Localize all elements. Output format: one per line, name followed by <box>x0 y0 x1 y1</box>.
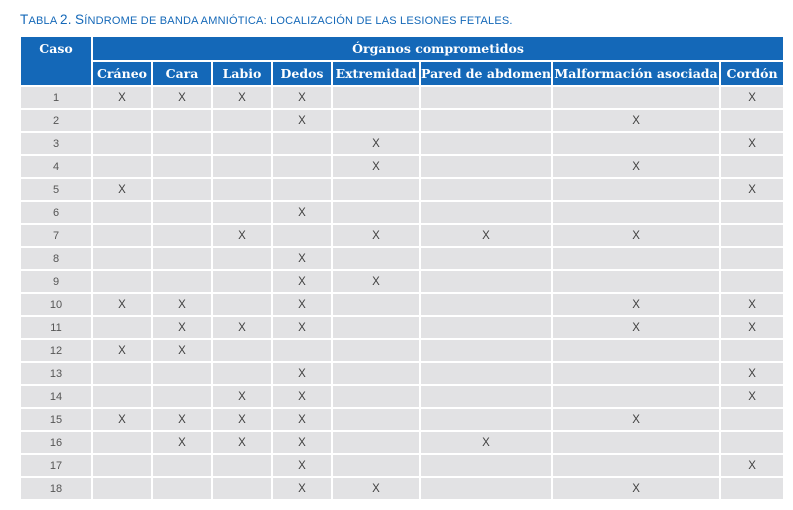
caption-label: ABLA <box>28 15 57 27</box>
table-cell <box>421 87 551 108</box>
table-row <box>21 225 783 246</box>
table-cell <box>721 202 783 223</box>
table-cell: X <box>153 432 211 453</box>
table-cell <box>721 156 783 177</box>
table-cell: X <box>333 271 419 292</box>
table-cell <box>213 179 271 200</box>
table-cell <box>721 110 783 131</box>
table-cell: X <box>213 87 271 108</box>
table-cell: X <box>553 409 719 430</box>
table-cell <box>273 156 331 177</box>
table-cell <box>421 179 551 200</box>
column-header-labio: Labio <box>213 62 271 85</box>
case-number-cell: 7 <box>21 225 91 246</box>
case-number-cell: 18 <box>21 478 91 499</box>
table-cell <box>421 202 551 223</box>
table-cell <box>153 202 211 223</box>
table-cell <box>273 133 331 154</box>
column-header-pared-de-abdomen: Pared de abdomen <box>421 62 551 85</box>
table-cell <box>421 455 551 476</box>
table-cell <box>421 478 551 499</box>
table-cell <box>553 432 719 453</box>
table-row <box>21 133 783 154</box>
table-cell: X <box>721 133 783 154</box>
table-cell <box>153 478 211 499</box>
table-cell: X <box>153 317 211 338</box>
table-row <box>21 409 783 430</box>
table-cell <box>93 432 151 453</box>
table-row <box>21 455 783 476</box>
table-cell: X <box>421 432 551 453</box>
table-cell: X <box>273 409 331 430</box>
table-cell <box>421 294 551 315</box>
table-cell <box>333 409 419 430</box>
table-cell <box>213 271 271 292</box>
caption-title-initial: S <box>74 12 85 27</box>
table-cell: X <box>333 156 419 177</box>
table-cell: X <box>553 110 719 131</box>
table-cell: X <box>273 363 331 384</box>
table-row <box>21 478 783 499</box>
table-cell <box>553 87 719 108</box>
table-cell <box>213 248 271 269</box>
table-cell <box>213 363 271 384</box>
table-cell <box>93 225 151 246</box>
table-cell <box>333 455 419 476</box>
column-header-cordón: Cordón <box>721 62 783 85</box>
table-cell: X <box>93 340 151 361</box>
table-cell: X <box>273 294 331 315</box>
table-cell: X <box>93 294 151 315</box>
table-cell <box>333 110 419 131</box>
table-cell <box>721 271 783 292</box>
header-row-columns <box>21 62 783 85</box>
table-cell <box>213 156 271 177</box>
table-cell: X <box>153 409 211 430</box>
table-cell <box>553 202 719 223</box>
table-caption <box>20 10 513 30</box>
table-cell <box>93 455 151 476</box>
table-cell <box>721 340 783 361</box>
table-cell <box>553 455 719 476</box>
table-cell: X <box>421 225 551 246</box>
column-header-dedos: Dedos <box>273 62 331 85</box>
table-row <box>21 87 783 108</box>
table-cell <box>421 363 551 384</box>
table-cell <box>93 133 151 154</box>
table-row <box>21 110 783 131</box>
table-cell <box>333 202 419 223</box>
table-cell <box>721 248 783 269</box>
table-cell: X <box>213 317 271 338</box>
table-cell <box>153 110 211 131</box>
table-cell: X <box>273 271 331 292</box>
table-cell <box>153 271 211 292</box>
table-cell <box>93 363 151 384</box>
table-cell <box>553 386 719 407</box>
table-cell: X <box>333 478 419 499</box>
table-cell <box>93 386 151 407</box>
table-cell <box>93 478 151 499</box>
table-cell <box>213 110 271 131</box>
organs-group-header: Órganos comprometidos <box>93 37 783 60</box>
case-number-cell: 14 <box>21 386 91 407</box>
table-cell <box>333 179 419 200</box>
table-cell: X <box>213 225 271 246</box>
table-cell <box>213 478 271 499</box>
table-cell <box>273 179 331 200</box>
case-number-cell: 9 <box>21 271 91 292</box>
table-header <box>21 37 783 85</box>
table-cell <box>93 317 151 338</box>
table-cell <box>153 248 211 269</box>
table-cell <box>553 248 719 269</box>
table-cell: X <box>93 409 151 430</box>
header-row-group <box>21 37 783 60</box>
table-cell <box>93 248 151 269</box>
case-number-cell: 12 <box>21 340 91 361</box>
table-cell <box>153 386 211 407</box>
table-cell <box>333 317 419 338</box>
table-cell <box>721 478 783 499</box>
table-row <box>21 294 783 315</box>
table-row <box>21 317 783 338</box>
table-cell: X <box>333 133 419 154</box>
case-number-cell: 10 <box>21 294 91 315</box>
table-cell: X <box>93 179 151 200</box>
table-cell <box>333 386 419 407</box>
column-header-extremidad: Extremidad <box>333 62 419 85</box>
table-cell: X <box>153 340 211 361</box>
table-cell <box>421 340 551 361</box>
table-cell: X <box>553 317 719 338</box>
table-cell <box>213 455 271 476</box>
case-number-cell: 15 <box>21 409 91 430</box>
table-cell <box>213 202 271 223</box>
table-row <box>21 271 783 292</box>
table-cell: X <box>721 455 783 476</box>
table-cell: X <box>273 317 331 338</box>
case-number-cell: 8 <box>21 248 91 269</box>
table-cell <box>153 455 211 476</box>
caption-number: 2. <box>60 12 72 27</box>
table-cell <box>213 294 271 315</box>
table-cell: X <box>273 386 331 407</box>
table-cell: X <box>721 294 783 315</box>
case-number-cell: 13 <box>21 363 91 384</box>
organ-lesions-table <box>19 35 785 501</box>
case-number-cell: 6 <box>21 202 91 223</box>
table-cell <box>553 179 719 200</box>
table-cell <box>421 409 551 430</box>
column-header-cráneo: Cráneo <box>93 62 151 85</box>
table-cell: X <box>553 478 719 499</box>
table-cell <box>553 271 719 292</box>
caption-initial: T <box>20 12 29 27</box>
table-cell: X <box>553 156 719 177</box>
table-cell <box>421 110 551 131</box>
table-cell <box>421 156 551 177</box>
table-cell: X <box>721 363 783 384</box>
column-header-malformación-asociada: Malformación asociada <box>553 62 719 85</box>
table-cell <box>553 340 719 361</box>
table-cell <box>153 225 211 246</box>
table-cell <box>333 294 419 315</box>
table-cell: X <box>553 225 719 246</box>
table-cell: X <box>273 432 331 453</box>
table-cell <box>93 110 151 131</box>
table-cell <box>273 225 331 246</box>
table-cell <box>93 156 151 177</box>
table-cell <box>333 363 419 384</box>
table-cell <box>421 248 551 269</box>
table-cell <box>721 409 783 430</box>
case-number-cell: 4 <box>21 156 91 177</box>
table-cell <box>553 363 719 384</box>
table-cell <box>153 156 211 177</box>
table-cell <box>721 432 783 453</box>
case-number-cell: 16 <box>21 432 91 453</box>
table-cell: X <box>273 478 331 499</box>
table-cell: X <box>721 386 783 407</box>
table-cell: X <box>721 179 783 200</box>
table-cell <box>721 225 783 246</box>
case-number-cell: 1 <box>21 87 91 108</box>
table-cell <box>333 248 419 269</box>
table-cell: X <box>213 432 271 453</box>
case-number-cell: 11 <box>21 317 91 338</box>
table-row <box>21 363 783 384</box>
table-body <box>21 87 783 499</box>
table-row <box>21 340 783 361</box>
table-cell <box>213 133 271 154</box>
table-cell <box>553 133 719 154</box>
table-row <box>21 202 783 223</box>
table-cell <box>333 340 419 361</box>
table-row <box>21 248 783 269</box>
table-cell: X <box>273 455 331 476</box>
table-cell <box>153 363 211 384</box>
table-cell: X <box>213 409 271 430</box>
table-cell <box>273 340 331 361</box>
table-cell: X <box>273 110 331 131</box>
table-cell: X <box>273 202 331 223</box>
case-number-cell: 3 <box>21 133 91 154</box>
table-cell: X <box>93 87 151 108</box>
table-cell <box>333 87 419 108</box>
table-cell: X <box>553 294 719 315</box>
case-number-cell: 2 <box>21 110 91 131</box>
column-header-cara: Cara <box>153 62 211 85</box>
table-cell <box>421 271 551 292</box>
table-row <box>21 386 783 407</box>
table-cell: X <box>153 87 211 108</box>
table-cell <box>153 133 211 154</box>
table-row <box>21 156 783 177</box>
table-cell <box>421 386 551 407</box>
caption-title: ÍNDROME DE BANDA AMNIÓTICA: LOCALIZACIÓN DE LAS LESIONES FETALES. <box>84 15 513 27</box>
table-cell: X <box>153 294 211 315</box>
table-row <box>21 432 783 453</box>
case-header: Caso <box>21 37 91 85</box>
table-cell: X <box>721 317 783 338</box>
table-cell <box>333 432 419 453</box>
table-cell <box>93 202 151 223</box>
table-cell: X <box>213 386 271 407</box>
table-cell: X <box>273 87 331 108</box>
table-cell <box>421 317 551 338</box>
case-number-cell: 17 <box>21 455 91 476</box>
table-cell <box>153 179 211 200</box>
table-row <box>21 179 783 200</box>
case-number-cell: 5 <box>21 179 91 200</box>
table-cell <box>421 133 551 154</box>
table-cell: X <box>333 225 419 246</box>
table-cell: X <box>721 87 783 108</box>
table-cell <box>213 340 271 361</box>
table-cell: X <box>273 248 331 269</box>
table-cell <box>93 271 151 292</box>
